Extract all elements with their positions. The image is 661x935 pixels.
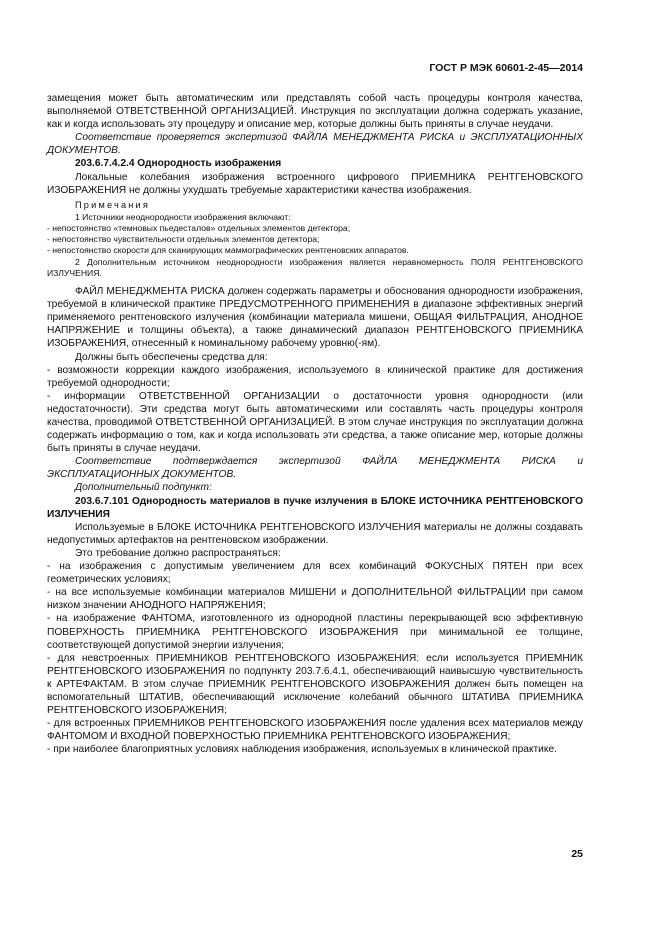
compliance-paragraph: Соответствие подтверждается экспертизой ФАЙЛА МЕНЕДЖМЕНТА РИСКА и ЭКСПЛУАТАЦИОННЫХ ДОКУМЕНТОВ. xyxy=(47,456,583,481)
section-heading: 203.6.7.4.2.4 Однородность изображения xyxy=(75,158,282,170)
paragraph: Это требование должно распространяться: xyxy=(75,547,281,559)
list-item: - на изображения с допустимым увеличением для всех комбинаций ФОКУСНЫХ ПЯТЕН при всех геометрических условиях; xyxy=(47,561,583,586)
list-item: - для невстроенных ПРИЕМНИКОВ РЕНТГЕНОВСКОГО ИЗОБРАЖЕНИЯ: если используется ПРИЕМНИК РЕНТГЕНОВСКОГО ИЗОБРАЖЕНИЯ по подпункту 203.7.6.4.1, обеспечивающий наивысшую чувствительность к АРТЕФАКТАМ. В этом случае ПРИЕМНИК РЕНТГЕНОВСКОГО ИЗОБРАЖЕНИЯ должен быть помещен на вспомогательный ШТАТИВ, обеспечивающий исключение колебаний обычного ШТАТИВА ПРИЕМНИКА РЕНТГЕНОВСКОГО ИЗОБРАЖЕНИЯ; xyxy=(47,652,583,717)
list-item: - на изображение ФАНТОМА, изготовленного из однородной пластины перекрывающей всю эффективную ПОВЕРХНОСТЬ ПРИЕМНИКА РЕНТГЕНОВСКОГО ИЗОБРАЖЕНИЯ при минимальной ее толщине, соответствующей допустимой энергии излучения; xyxy=(47,613,583,651)
list-item: - на все используемые комбинации материалов МИШЕНИ и ДОПОЛНИТЕЛЬНОЙ ФИЛЬТРАЦИИ при самом низком значении АНОДНОГО НАПРЯЖЕНИЯ; xyxy=(47,587,583,612)
note-item: 1 Источники неоднородности изображения включают: xyxy=(75,211,291,222)
additional-subclause-label: Дополнительный подпункт: xyxy=(75,482,212,494)
paragraph: замещения может быть автоматическим или представлять собой часть процедуры контроля качества, выполняемой ОТВЕТСТВЕННОЙ ОРГАНИЗАЦИЕЙ. Инструкция по эксплуатации должна содержать указание, как и когда использовать эту процедуру и описание мер, которые должны быть приняты в случае неудачи. xyxy=(47,93,583,131)
note-item: - непостоянство чувствительности отдельных элементов детектора; xyxy=(47,234,320,245)
list-item: - при наиболее благоприятных условиях наблюдения изображения, используемых в клинической практике. xyxy=(47,744,557,756)
list-item: - возможности коррекции каждого изображения, используемого в клинической практике для достижения требуемой однородности; xyxy=(47,364,583,389)
page-header-standard: ГОСТ Р МЭК 60601-2-45—2014 xyxy=(429,62,583,74)
paragraph: Должны быть обеспечены средства для: xyxy=(75,351,268,363)
list-item: - информации ОТВЕТСТВЕННОЙ ОРГАНИЗАЦИИ о достаточности уровня однородности (или недостаточности). Эти средства могут быть автоматическими или составлять часть процедуры контроля качества, проводимой ОТВЕТСТВЕННОЙ ОРГАНИЗАЦИЕЙ. В этом случае инструкция по эксплуатации должна содержать информацию о том, как и когда использовать эти средства, а также описание мер, которые должны быть приняты в случае неудачи. xyxy=(47,390,583,455)
paragraph: Используемые в БЛОКЕ ИСТОЧНИКА РЕНТГЕНОВСКОГО ИЗЛУЧЕНИЯ материалы не должны создавать недопустимых артефактов на рентгеновском изображении. xyxy=(47,521,583,546)
paragraph: Локальные колебания изображения встроенного цифрового ПРИЕМНИКА РЕНТГЕНОВСКОГО ИЗОБРАЖЕНИЯ не должны ухудшать требуемые характеристики качества изображения. xyxy=(47,171,583,196)
notes-title: Примечания xyxy=(75,199,151,210)
page-content xyxy=(47,92,583,756)
note-item: - непостоянство «темновых пьедесталов» отдельных элементов детектора; xyxy=(47,223,351,234)
list-item: - для встроенных ПРИЕМНИКОВ РЕНТГЕНОВСКОГО ИЗОБРАЖЕНИЯ после удаления всех материалов между ФАНТОМОМ И ВХОДНОЙ ПОВЕРХНОСТЬЮ ПРИЕМНИКА РЕНТГЕНОВСКОГО ИЗОБРАЖЕНИЯ; xyxy=(47,718,583,743)
note-item: - непостоянство скорости для сканирующих маммографических рентгеновских аппаратов. xyxy=(47,245,409,256)
note-item: 2 Дополнительным источником неоднородности изображения является неравномерность ПОЛЯ РЕНТГЕНОВСКОГО ИЗЛУЧЕНИЯ. xyxy=(47,256,583,278)
page-number: 25 xyxy=(571,848,583,860)
section-heading: 203.6.7.101 Однородность материалов в пучке излучения в БЛОКЕ ИСТОЧНИКА РЕНТГЕНОВСКОГО ИЗЛУЧЕНИЯ xyxy=(47,495,583,520)
compliance-paragraph: Соответствие проверяется экспертизой ФАЙЛА МЕНЕДЖМЕНТА РИСКА и ЭКСПЛУАТАЦИОННЫХ ДОКУМЕНТОВ. xyxy=(47,132,583,157)
paragraph: ФАЙЛ МЕНЕДЖМЕНТА РИСКА должен содержать параметры и обоснования однородности изображения, требуемой в клинической практике ПРЕДУСМОТРЕННОГО ПРИМЕНЕНИЯ в диапазоне эффективных энергий применяемого рентгеновского излучения (комбинации материала мишени, ОБЩАЯ ФИЛЬТРАЦИЯ, АНОДНОЕ НАПРЯЖЕНИЕ и толщины объекта), а также динамический диапазон РЕНТГЕНОВСКОГО ПРИЕМНИКА ИЗОБРАЖЕНИЯ, отнесенный к номинальному рабочему уровню(-ям). xyxy=(47,286,583,350)
